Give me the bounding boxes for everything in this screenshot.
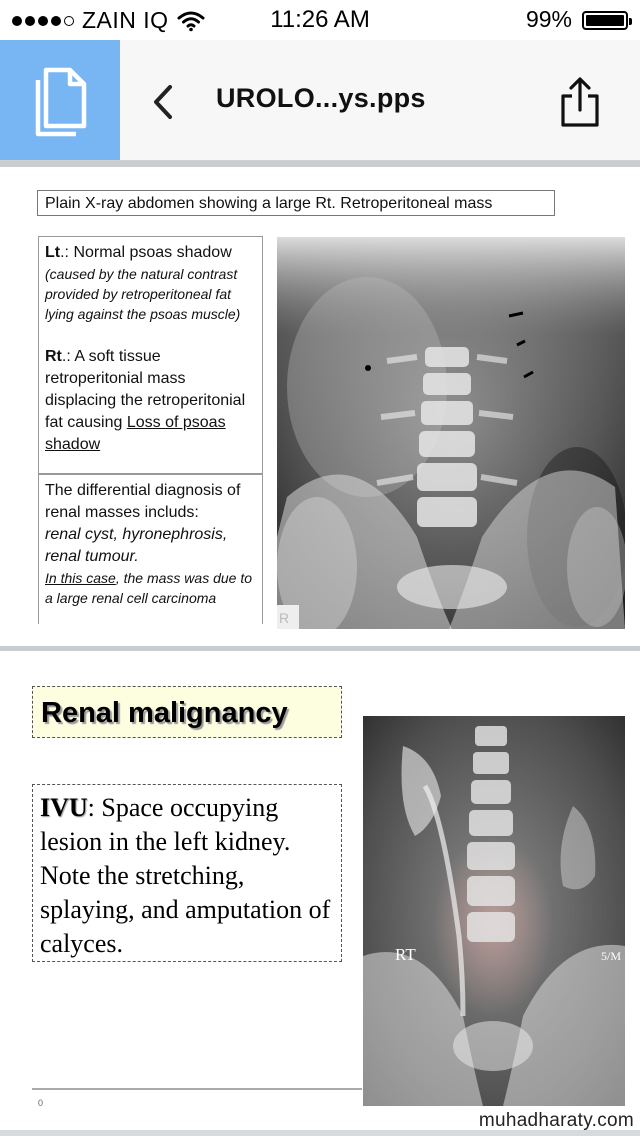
slide-separator [0,646,640,651]
case-text: , the mass was due to a large renal cell carcinoma [45,570,253,606]
lt-note: (caused by the natural contrast provided by retroperitoneal fat lying against the psoas muscle) [45,266,241,322]
rt-text: .: A soft tissue retroperitonial mass displacing the retroperitonial fat causing [45,348,246,431]
rt-underlined: Loss of psoas shadow [45,414,226,453]
clock: 11:26 AM [270,6,370,33]
slide-number: 0 [38,1098,44,1108]
lt-text: .: Normal psoas shadow [60,244,232,261]
ivu-text: : Space occupying lesion in the left kidney. Note the stretching, splaying, and amputation of calyces. [40,793,331,958]
slide-2 [0,652,640,1127]
slide-title: Renal malignancy [41,697,288,729]
document-toolbar [0,40,640,161]
differential-textbox [38,474,263,624]
xray-abdomen-image [277,237,625,629]
case-underlined: In this case [45,570,116,586]
status-bar [0,0,640,40]
document-icon [0,40,120,160]
rt-image-label: RT [395,945,416,964]
slide-caption: Plain X-ray abdomen showing a large Rt. Retroperitoneal mass [37,190,555,216]
diff-list: renal cyst, hyronephrosis, renal tumour. [45,526,228,565]
slide-separator [0,161,640,167]
image-label-right: 5/M [601,949,622,963]
document-title: UROLO...ys.pps [216,83,426,113]
watermark: muhadharaty.com [478,1110,634,1131]
chevron-left-icon[interactable] [148,82,178,122]
findings-textbox [38,236,263,474]
diff-text: The differential diagnosis of renal masses includs: [45,482,241,521]
xray-marker: R [279,610,290,626]
ivu-textbox [32,784,342,962]
ivu-xray-image [363,716,625,1106]
carrier-name: ZAIN IQ [82,7,169,33]
lt-label: Lt [45,244,61,261]
slide-footer-line [32,1088,362,1090]
battery-icon [582,11,628,30]
slide-1 [0,168,640,646]
share-icon[interactable] [558,76,602,128]
ivu-label: IVU [40,793,88,822]
battery-percentage: 99% [525,6,572,32]
slide-title-box [32,686,342,738]
rt-label: Rt [45,348,62,365]
case-note [45,568,256,608]
document-button[interactable] [0,40,120,160]
